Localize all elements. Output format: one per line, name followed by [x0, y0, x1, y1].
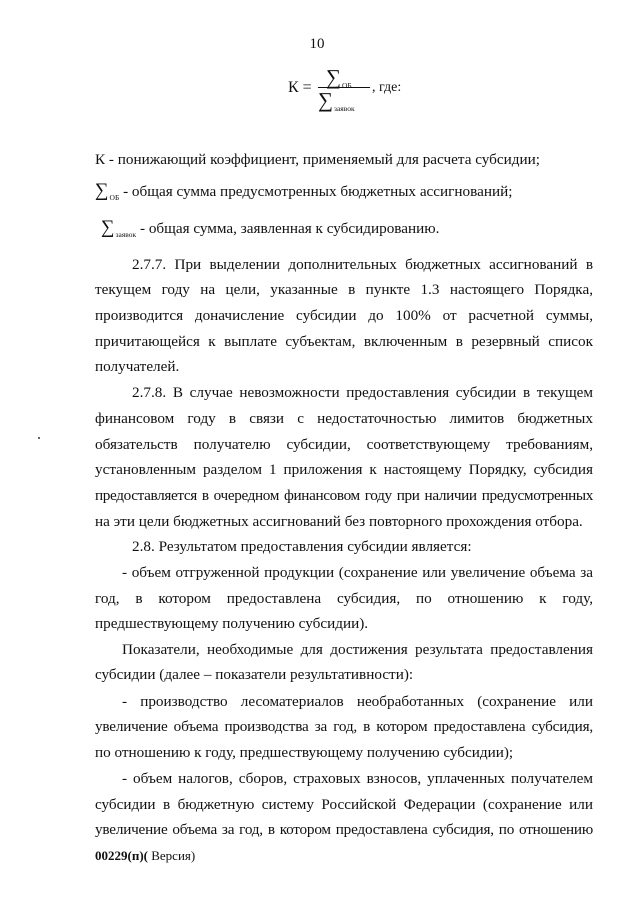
body-line: субсидии в бюджетную систему Российской Федерации (сохранение или	[95, 796, 593, 813]
body-line: причитающейся к выплате субъектам, включенным в резервный список	[95, 333, 593, 350]
body-line: 2.7.8. В случае невозможности предоставления субсидии в текущем	[132, 384, 593, 401]
formula-numerator	[326, 65, 372, 91]
body-line: предоставляется в очередном финансовом году при наличии предусмотренных	[95, 487, 593, 504]
definition-text: - общая сумма предусмотренных бюджетных ассигнований;	[119, 183, 513, 200]
sum-symbol: ∑	[318, 88, 333, 112]
sum-symbol: ∑	[101, 217, 115, 238]
body-line: получателей.	[95, 358, 180, 375]
body-line: - объем отгруженной продукции (сохранение или увеличение объема за	[122, 564, 593, 581]
sum-subscript: ОБ	[341, 81, 352, 91]
body-line: финансовом году в связи с недостаточностью лимитов бюджетных	[95, 410, 593, 427]
body-line: текущем году на цели, указанные в пункте 1.3 настоящего Порядка,	[95, 281, 593, 298]
definition-text: - общая сумма, заявленная к субсидированию.	[136, 220, 440, 237]
body-line: 2.8. Результатом предоставления субсидии является:	[132, 538, 472, 555]
footer-code: 00229(п)(	[95, 848, 148, 863]
body-line: установленным разделом 1 приложения к настоящему Порядку, субсидия	[95, 461, 593, 478]
body-line: увеличение объема за год, в котором предоставлена субсидия, по отношению	[95, 821, 593, 838]
body-line: предшествующему получению субсидии).	[95, 615, 369, 632]
footer-version: Версия)	[147, 848, 196, 863]
scan-speck	[38, 437, 40, 439]
body-line: Показатели, необходимые для достижения результата предоставления	[122, 641, 593, 658]
document-footer	[95, 848, 195, 864]
body-line: - объем налогов, сборов, страховых взносов, уплаченных получателем	[122, 770, 593, 787]
formula-denominator	[318, 90, 374, 112]
body-line: субсидии (далее – показатели результативности):	[95, 666, 414, 683]
sum-subscript: заявок	[333, 104, 355, 114]
page-number: 10	[309, 36, 325, 52]
body-line: на эти цели бюджетных ассигнований без повторного прохождения отбора.	[95, 513, 583, 530]
sum-subscript: заявок	[115, 230, 137, 240]
body-line: - производство лесоматериалов необработанных (сохранение или	[122, 693, 593, 710]
body-line: обязательств получателю субсидии, соответствующему требованиям,	[95, 436, 593, 453]
coefficient-formula	[288, 66, 428, 116]
body-line: 2.7.7. При выделении дополнительных бюджетных ассигнований в	[132, 256, 593, 273]
body-line: по отношению к году, предшествующему получению субсидии);	[95, 744, 514, 761]
body-line: производится доначисление субсидии до 100% от расчетной суммы,	[95, 307, 593, 324]
sum-subscript: ОБ	[109, 193, 120, 203]
definition-k: К - понижающий коэффициент, применяемый для расчета субсидии;	[95, 151, 540, 168]
body-line: год, в котором предоставлена субсидия, по отношению к году,	[95, 590, 593, 607]
body-line: увеличение объема производства за год, в котором предоставлена субсидия,	[95, 718, 593, 735]
sum-symbol: ∑	[95, 180, 109, 201]
definition-zayavok	[101, 218, 439, 239]
definition-ob	[95, 181, 512, 202]
formula-lhs: К =	[288, 79, 312, 96]
formula-tail: , где:	[372, 80, 402, 95]
sum-symbol: ∑	[326, 65, 341, 89]
